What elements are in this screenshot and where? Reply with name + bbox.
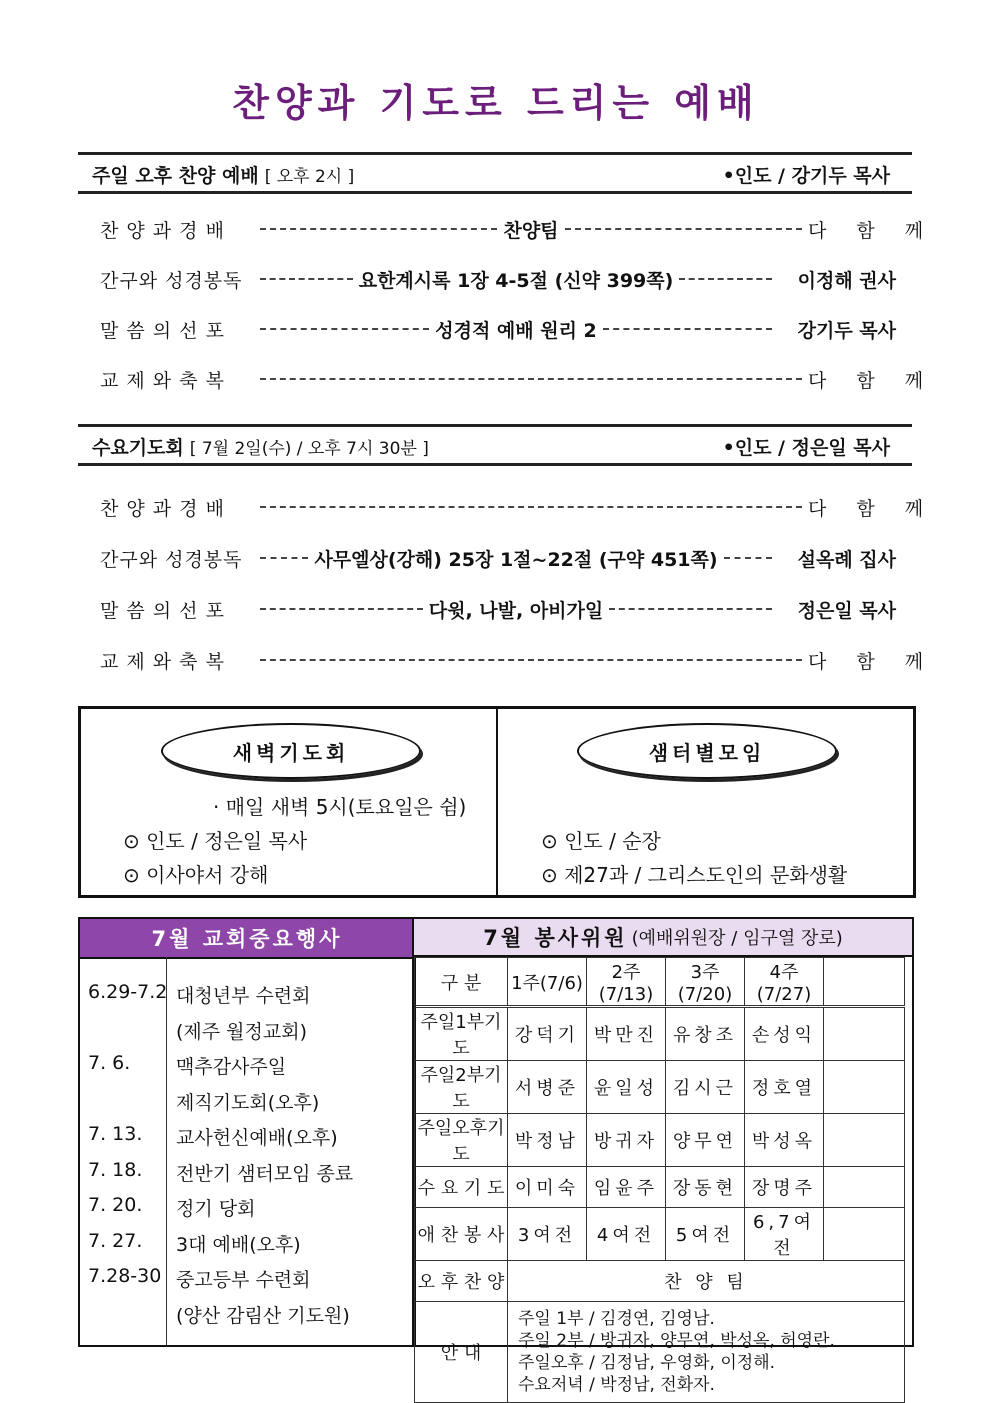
page-title: 찬양과 기도로 드리는 예배 xyxy=(232,81,760,125)
service-row-label: 애 찬 봉 사 xyxy=(415,1208,508,1261)
column-header: 2주(7/13) xyxy=(587,958,666,1007)
order-person: 다함께 xyxy=(808,369,954,392)
group-meeting-leader: ⊙ 인도 / 순장 xyxy=(541,829,661,853)
afternoon-value: 찬 양 팀 xyxy=(508,1261,905,1302)
order-label: 교 제 와 축 복 xyxy=(100,369,225,392)
service-cell: 손성익 xyxy=(745,1007,824,1061)
empty-cell xyxy=(824,1208,905,1261)
column-header: 3주(7/20) xyxy=(666,958,745,1007)
service-row-label: 주일1부기도 xyxy=(415,1007,508,1061)
service-cell: 양무연 xyxy=(666,1114,745,1167)
events-title: 7월 교회중요행사 xyxy=(80,919,414,959)
events-panel xyxy=(78,917,416,1347)
group-meeting-title: 샘터별모임 xyxy=(577,723,837,779)
order-content: 성경적 예배 원리 2 xyxy=(435,319,597,342)
service-cell: 김시근 xyxy=(666,1061,745,1114)
order-content: 사무엘상(강해) 25장 1절~22절 (구약 451쪽) xyxy=(314,548,718,571)
event-date: 7.28-30 xyxy=(88,1265,162,1287)
meetings-box xyxy=(78,706,916,898)
service-cell: 서병준 xyxy=(508,1061,587,1114)
column-header: 1주(7/6) xyxy=(508,958,587,1007)
wednesday-order-row xyxy=(100,645,954,675)
service-cell: 장명주 xyxy=(745,1167,824,1208)
column-header: 구 분 xyxy=(415,958,508,1007)
event-text: 정기 당회 xyxy=(176,1198,256,1220)
service-row xyxy=(415,1114,905,1167)
service-cell: 이미숙 xyxy=(508,1167,587,1208)
service-panel xyxy=(412,917,914,1395)
empty-cell xyxy=(824,1007,905,1061)
dawn-prayer-leader: ⊙ 인도 / 정은일 목사 xyxy=(123,829,308,853)
order-content: 다윗, 나발, 아비가일 xyxy=(428,599,604,622)
event-date: 7. 27. xyxy=(88,1229,143,1252)
order-person: 설옥례 집사 xyxy=(797,548,896,571)
service-cell: 5여전 xyxy=(666,1208,745,1261)
order-label: 말 씀 의 선 포 xyxy=(100,319,225,342)
service-row-label: 수 요 기 도 xyxy=(415,1167,508,1208)
service-cell: 유창조 xyxy=(666,1007,745,1061)
group-meeting-lesson: ⊙ 제27과 / 그리스도인의 문화생활 xyxy=(541,863,848,887)
service-row xyxy=(415,1208,905,1261)
order-person: 강기두 목사 xyxy=(797,319,896,342)
event-date: 7. 18. xyxy=(88,1158,143,1181)
wednesday-service-leader: •인도 / 정은일 목사 xyxy=(722,437,890,459)
order-content: 찬양팀 xyxy=(503,219,559,242)
service-row xyxy=(415,1007,905,1061)
wednesday-order-row xyxy=(100,543,896,573)
order-label: 간구와 성경봉독 xyxy=(100,548,243,571)
event-date: 6.29-7.2 xyxy=(88,981,168,1003)
event-date: 7. 13. xyxy=(88,1123,143,1145)
event-text: 대청년부 수련회 xyxy=(176,985,311,1007)
wednesday-service-title: 수요기도회 xyxy=(92,437,184,459)
empty-cell xyxy=(824,1114,905,1167)
service-row-label: 주일오후기도 xyxy=(415,1114,508,1167)
sunday-service-header xyxy=(78,152,912,194)
event-text: (제주 월정교회) xyxy=(176,1020,307,1043)
dawn-prayer-topic: ⊙ 이사야서 강해 xyxy=(123,863,269,887)
wednesday-order-row xyxy=(100,492,954,522)
service-subtitle: (예배위원장 / 임구열 장로) xyxy=(631,928,843,949)
dawn-prayer-time: · 매일 새벽 5시(토요일은 쉼) xyxy=(213,795,467,819)
event-text: (양산 감림산 기도원) xyxy=(176,1304,350,1327)
service-table xyxy=(414,957,905,1403)
sunday-service-title: 주일 오후 찬양 예배 xyxy=(92,165,259,187)
service-cell: 박만진 xyxy=(587,1007,666,1061)
event-text: 중고등부 수련회 xyxy=(176,1269,311,1291)
order-person: 다함께 xyxy=(808,497,954,520)
event-text: 교사헌신예배(오후) xyxy=(176,1127,338,1149)
sunday-order-row xyxy=(100,214,954,244)
guide-label: 안 내 xyxy=(415,1302,508,1403)
order-person: 다함께 xyxy=(808,650,954,673)
wednesday-service-time: [ 7월 2일(수) / 오후 7시 30분 ] xyxy=(189,439,429,459)
service-cell: 강덕기 xyxy=(508,1007,587,1061)
guide-line: 수요저녁 / 박정남, 전화자. xyxy=(518,1375,715,1395)
empty-cell xyxy=(824,1167,905,1208)
service-row xyxy=(415,1061,905,1114)
order-label: 찬 양 과 경 배 xyxy=(100,497,225,520)
service-cell: 박성옥 xyxy=(745,1114,824,1167)
service-cell: 윤일성 xyxy=(587,1061,666,1114)
service-cell: 정호열 xyxy=(745,1061,824,1114)
order-label: 간구와 성경봉독 xyxy=(100,269,243,292)
event-text: 맥추감사주일 xyxy=(176,1056,287,1078)
afternoon-label: 오 후 찬 양 xyxy=(415,1261,508,1302)
service-header xyxy=(414,919,912,957)
event-date: 7. 6. xyxy=(88,1052,131,1074)
event-date: 7. 20. xyxy=(88,1194,143,1216)
guide-list xyxy=(508,1302,905,1403)
guide-line: 주일 2부 / 방귀자, 양무연, 박성옥, 허영란. xyxy=(518,1331,835,1351)
order-person: 정은일 목사 xyxy=(797,599,896,622)
service-cell: 방귀자 xyxy=(587,1114,666,1167)
service-cell: 4여전 xyxy=(587,1208,666,1261)
wednesday-service-header xyxy=(78,424,912,466)
service-cell: 3여전 xyxy=(508,1208,587,1261)
order-label: 교 제 와 축 복 xyxy=(100,650,225,673)
service-cell: 박정남 xyxy=(508,1114,587,1167)
service-cell: 임윤주 xyxy=(587,1167,666,1208)
guide-line: 주일 1부 / 김경연, 김영남. xyxy=(518,1309,715,1329)
service-row-label: 주일2부기도 xyxy=(415,1061,508,1114)
order-label: 찬 양 과 경 배 xyxy=(100,219,225,242)
sunday-service-leader: •인도 / 강기두 목사 xyxy=(722,165,890,187)
column-header: 4주(7/27) xyxy=(745,958,824,1007)
guide-line: 주일오후 / 김정남, 우영화, 이정해. xyxy=(518,1353,776,1373)
sunday-order-row xyxy=(100,314,896,344)
service-title: 7월 봉사위원 xyxy=(483,926,628,950)
event-text: 3대 예배(오후) xyxy=(176,1233,301,1256)
dawn-prayer-title: 새벽기도회 xyxy=(161,723,421,779)
service-cell: 장동현 xyxy=(666,1167,745,1208)
sunday-order-row xyxy=(100,364,954,394)
order-person: 이정해 권사 xyxy=(797,269,896,292)
order-person: 다함께 xyxy=(808,219,954,242)
order-content: 요한계시록 1장 4-5절 (신약 399쪽) xyxy=(358,269,674,292)
service-row xyxy=(415,1167,905,1208)
order-label: 말 씀 의 선 포 xyxy=(100,599,225,622)
service-cell: 6,7여전 xyxy=(745,1208,824,1261)
sunday-service-time: [ 오후 2시 ] xyxy=(264,167,355,187)
wednesday-order-row xyxy=(100,594,896,624)
event-text: 제직기도회(오후) xyxy=(176,1091,320,1114)
event-text: 전반기 샘터모임 종료 xyxy=(176,1162,354,1185)
empty-cell xyxy=(824,1061,905,1114)
sunday-order-row xyxy=(100,264,896,294)
